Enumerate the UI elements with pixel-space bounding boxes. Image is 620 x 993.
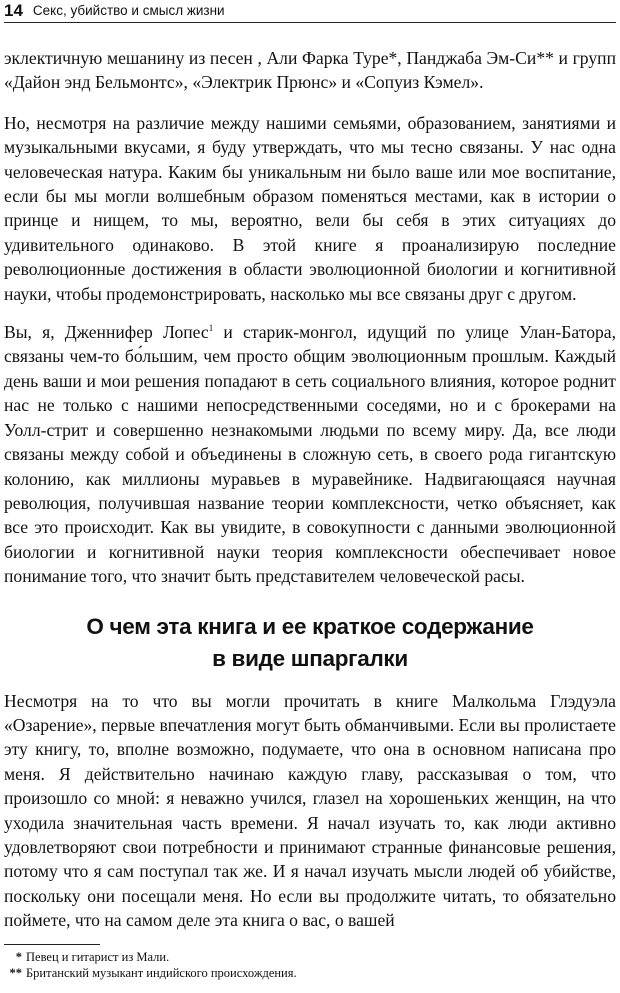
footnote [4,949,616,965]
footnote-text: Британский музыкант индийского происхождения. [26,966,297,980]
paragraph-text: и старик-монгол, идущий по улице Улан-Батора, связаны чем-то бо́льшим, чем просто общим эволюционным прошлым. Каждый день ваши и мои решения попадают в сеть социального влияния, которое роднит нас не только с нашими непосредственными соседями, но и с брокерами на Уолл-стрит и совершенно незнакомыми людьми по всему миру. Да, все люди связаны между собой и объединены в сложную сеть, в своего рода гигантскую колонию, как миллионы муравьев в муравейнике. Надвигающаяся научная революция, получившая название теории комплексности, четко объясняет, как все это происходит. Как вы увидите, в совокупности с данными эволюционной биологии и когнитивной науки теория комплексности обеспечивает новое понимание того, что значит быть представителем человеческой расы. [4,322,617,587]
section-heading-line: в виде шпаргалки [212,645,408,671]
footnotes [4,944,616,981]
paragraph: эклектичную мешанину из песен , Али Фарка Туре*, Панджаба Эм-Си** и групп «Дайон энд Бельмонтс», «Электрик Прюнс» и «Сопуиз Кэмел». [4,48,616,93]
page-header [4,0,616,23]
footnote-text: Певец и гитарист из Мали. [26,950,170,964]
running-title: Секс, убийство и смысл жизни [32,3,225,18]
page-number: 14 [4,1,23,20]
paragraph: Несмотря на то что вы могли прочитать в книге Малкольма Глэдуэла «Озарение», первые впечатления могут быть обманчивыми. Если вы пролистаете эту книгу, то, вполне возможно, подумаете, что она в основном написана про меня. Я действительно начинаю каждую главу, рассказывая о том, что произошло со мной: я неважно учился, глазел на хорошеньких женщин, на что уходила значительная часть времени. Я начал изучать то, как люди активно удовлетворяют свои потребности и принимают странные финансовые решения, потому что я сам поступал так же. И я начал изучать мысли людей об убийстве, поскольку они посещали меня. Но если вы продолжите читать, то обязательно поймете, что на самом деле эта книга о вас, о вашей [4,690,616,931]
paragraph-text: Вы, я, Дженнифер Лопес [4,322,209,343]
section-heading [4,611,616,675]
footnote-divider [4,944,100,945]
section-heading-line: О чем эта книга и ее краткое содержание [86,613,534,639]
body-text [4,46,616,947]
footnote-reference: 1 [208,323,214,334]
footnote-mark: * [15,950,22,964]
footnote-mark: ** [9,966,22,980]
paragraph: Но, несмотря на различие между нашими семьями, образованием, занятиями и музыкальными вкусами, я буду утверждать, что мы тесно связаны. У нас одна человеческая натура. Каким бы уникальным ни было ваше или мое воспитание, если бы мы могли волшебным образом поменяться местами, как в истории о принце и нищем, то мы, вероятно, вели бы себя в этих ситуациях до удивительного одинаково. В этой книге я проанализирую последние революционные достижения в области эволюционной биологии и когнитивной науки, чтобы продемонстрировать, насколько мы все связаны друг с другом. [4,112,616,304]
footnote [4,965,616,981]
paragraph [4,320,616,588]
